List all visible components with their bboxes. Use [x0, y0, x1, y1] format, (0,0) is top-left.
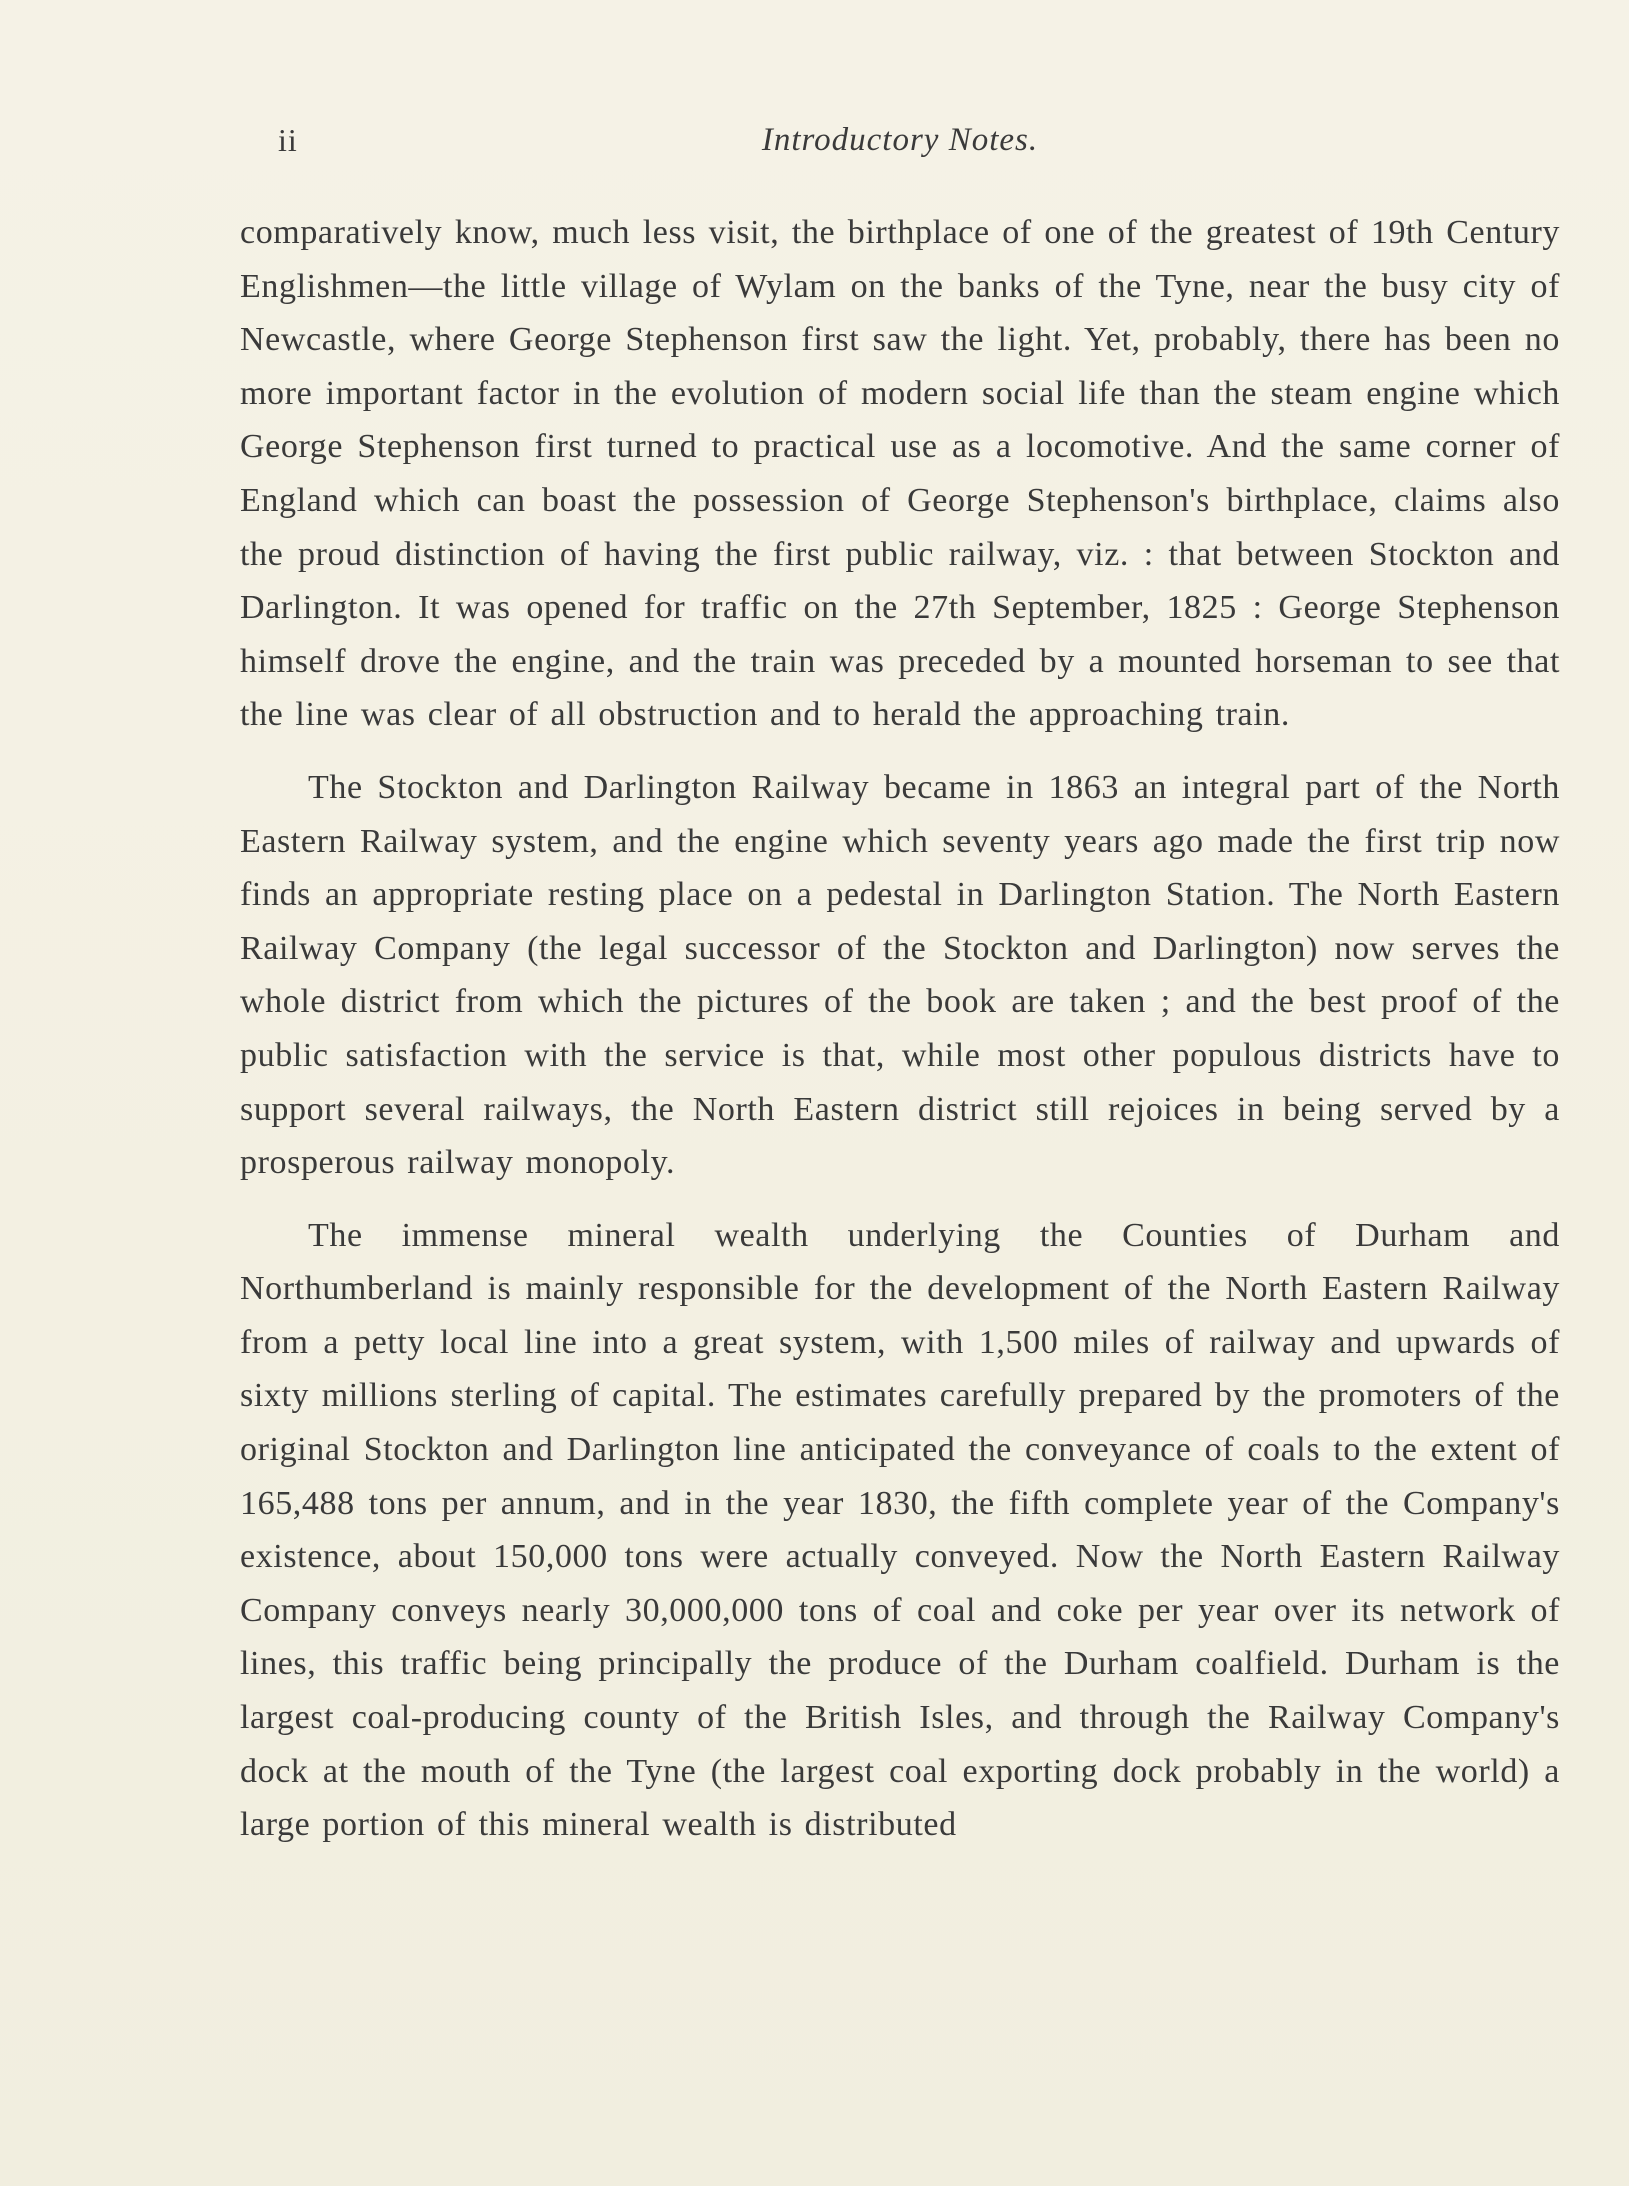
page-number: ii [278, 122, 298, 158]
page-title: Introductory Notes. [761, 122, 1039, 158]
body-text [240, 206, 1560, 1852]
running-head [240, 122, 1560, 168]
paragraph-mineral-wealth: The immense mineral wealth underlying the Counties of Durham and Northumberland is mainly responsible for the development of the North Eastern Railway from a petty local line into a great system, with 1,500 miles of railway and upwards of sixty millions sterling of capital. The estimates carefully prepared by the promoters of the original Stockton and Darlington line anticipated the conveyance of coals to the extent of 165,488 tons per annum, and in the year 1830, the fifth complete year of the Company's existence, about 150,000 tons were actually conveyed. Now the North Eastern Railway Company conveys nearly 30,000,000 tons of coal and coke per year over its network of lines, this traffic being principally the produce of the Durham coalfield. Durham is the largest coal-producing county of the British Isles, and through the Railway Company's dock at the mouth of the Tyne (the largest coal exporting dock probably in the world) a large portion of this mineral wealth is distributed [240, 1216, 1560, 1844]
paragraph-continued: comparatively know, much less visit, the birthplace of one of the greatest of 19th Century Englishmen—the little village of Wylam on the banks of the Tyne, near the busy city of Newcastle, where George Stephenson first saw the light. Yet, probably, there has been no more important factor in the evolution of modern social life than the steam engine which George Stephenson first turned to practical use as a locomotive. And the same corner of England which can boast the possession of George Stephenson's birthplace, claims also the proud distinction of having the first public railway, viz. : that between Stockton and Darlington. It was opened for traffic on the 27th September, 1825 : George Stephenson himself drove the engine, and the train was preceded by a mounted horseman to see that the line was clear of all obstruction and to herald the approaching train. [240, 214, 1560, 734]
paragraph-stockton-darlington-railway: The Stockton and Darlington Railway became in 1863 an integral part of the North Eastern Railway system, and the engine which seventy years ago made the first trip now finds an appropriate resting place on a pedestal in Darlington Station. The North Eastern Railway Company (the legal successor of the Stockton and Darlington) now serves the whole district from which the pictures of the book are taken ; and the best proof of the public satisfaction with the service is that, while most other populous districts have to support several railways, the North Eastern district still rejoices in being served by a prosperous railway monopoly. [240, 768, 1560, 1182]
